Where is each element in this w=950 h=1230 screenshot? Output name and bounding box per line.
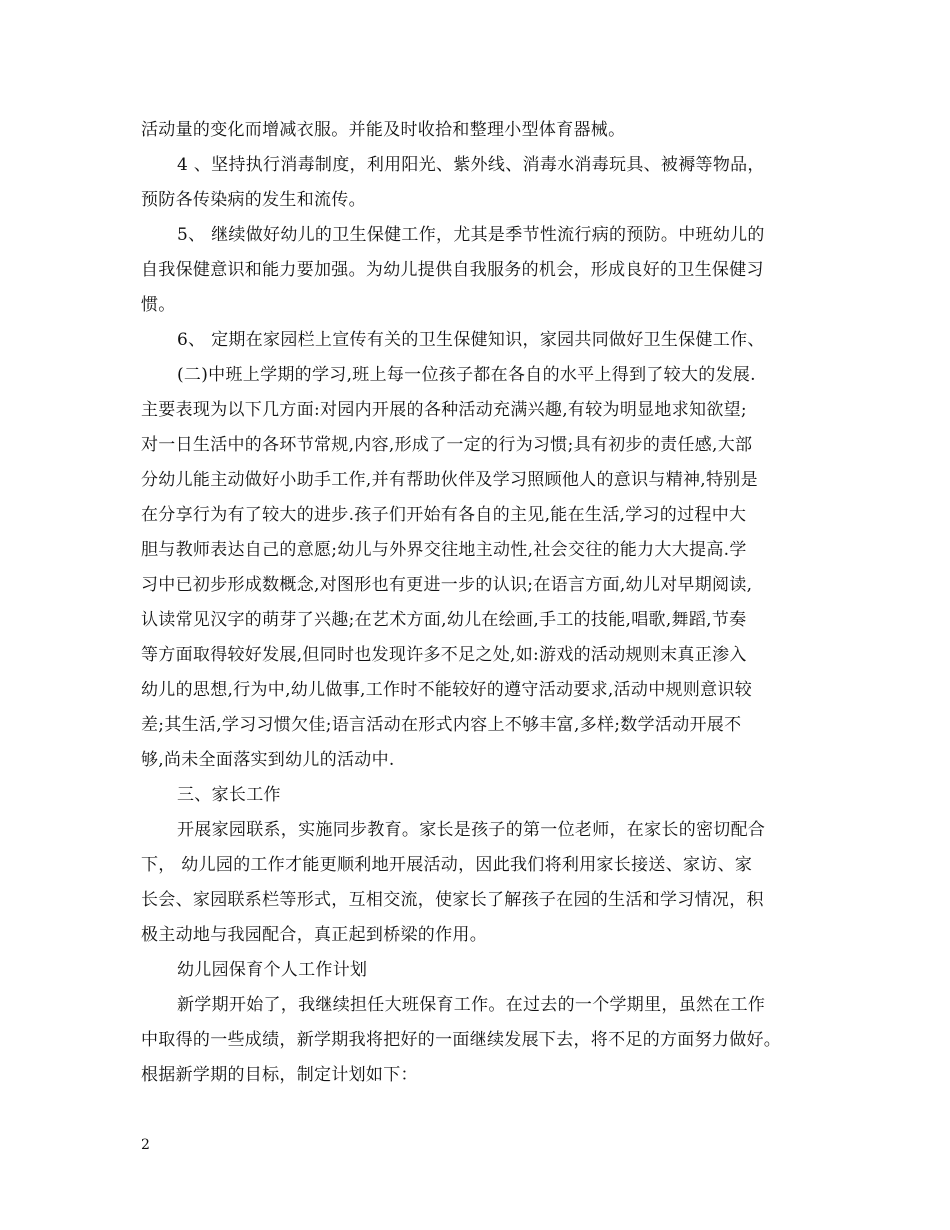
text-line: 分幼儿能主动做好小助手工作,并有帮助伙伴及学习照顾他人的意识与精神,特别是 (141, 470, 758, 490)
text-line: 认读常见汉字的萌芽了兴趣;在艺术方面,幼儿在绘画,手工的技能,唱歌,舞蹈,节奏 (141, 610, 747, 630)
section-heading: 三、家长工作 (177, 785, 281, 805)
text-line: 等方面取得较好发展,但同时也发现许多不足之处,如:游戏的活动规则末真正渗入 (141, 645, 747, 665)
text-line: 6、 定期在家园栏上宣传有关的卫生保健知识，家园共同做好卫生保健工作、 (177, 330, 765, 350)
text-line: 习中已初步形成数概念,对图形也有更进一步的认识;在语言方面,幼儿对早期阅读, (141, 575, 753, 595)
text-line: 对一日生活中的各环节常规,内容,形成了一定的行为习惯;具有初步的责任感,大部 (141, 435, 753, 455)
text-line: 新学期开始了，我继续担任大班保育工作。在过去的一个学期里，虽然在工作 (177, 995, 766, 1015)
text-line: 预防各传染病的发生和流传。 (141, 190, 366, 210)
text-line: 极主动地与我园配合，真正起到桥梁的作用。 (141, 925, 487, 945)
text-line: (二)中班上学期的学习,班上每一位孩子都在各自的水平上得到了较大的发展. (177, 365, 756, 385)
text-line: 惯。 (141, 295, 176, 315)
text-line: 中取得的一些成绩，新学期我将把好的一面继续发展下去，将不足的方面努力做好。 (141, 1030, 782, 1050)
document-title: 幼儿园保育个人工作计划 (177, 960, 368, 980)
text-line: 差;其生活,学习习惯欠佳;语言活动在形式内容上不够丰富,多样;数学活动开展不 (141, 715, 742, 735)
text-line: 5、 继续做好幼儿的卫生保健工作，尤其是季节性流行病的预防。中班幼儿的 (177, 225, 765, 245)
text-line: 活动量的变化而增减衣服。并能及时收拾和整理小型体育器械。 (141, 120, 626, 140)
text-line: 在分享行为有了较大的进步.孩子们开始有各自的主见,能在生活,学习的过程中大 (141, 505, 747, 525)
page-number: 2 (141, 1137, 150, 1153)
text-line: 主要表现为以下几方面:对园内开展的各种活动充满兴趣,有较为明显地求知欲望; (141, 400, 747, 420)
text-line: 够,尚未全面落实到幼儿的活动中. (141, 750, 395, 770)
text-line: 幼儿的思想,行为中,幼儿做事,工作时不能较好的遵守活动要求,活动中规则意识较 (141, 680, 753, 700)
text-line: 胆与教师表达自己的意愿;幼儿与外界交往地主动性,社会交往的能力大大提高.学 (141, 540, 747, 560)
text-line: 4 、坚持执行消毒制度，利用阳光、紫外线、消毒水消毒玩具、被褥等物品， (177, 155, 765, 175)
text-line: 下， 幼儿园的工作才能更顺利地开展活动，因此我们将利用家长接送、家访、家 (141, 855, 753, 875)
text-line: 根据新学期的目标，制定计划如下： (141, 1065, 418, 1085)
text-line: 开展家园联系，实施同步教育。家长是孩子的第一位老师，在家长的密切配合 (177, 820, 766, 840)
text-line: 长会、家园联系栏等形式，互相交流，使家长了解孩子在园的生活和学习情况，积 (141, 890, 764, 910)
text-line: 自我保健意识和能力要加强。为幼儿提供自我服务的机会，形成良好的卫生保健习 (141, 260, 764, 280)
